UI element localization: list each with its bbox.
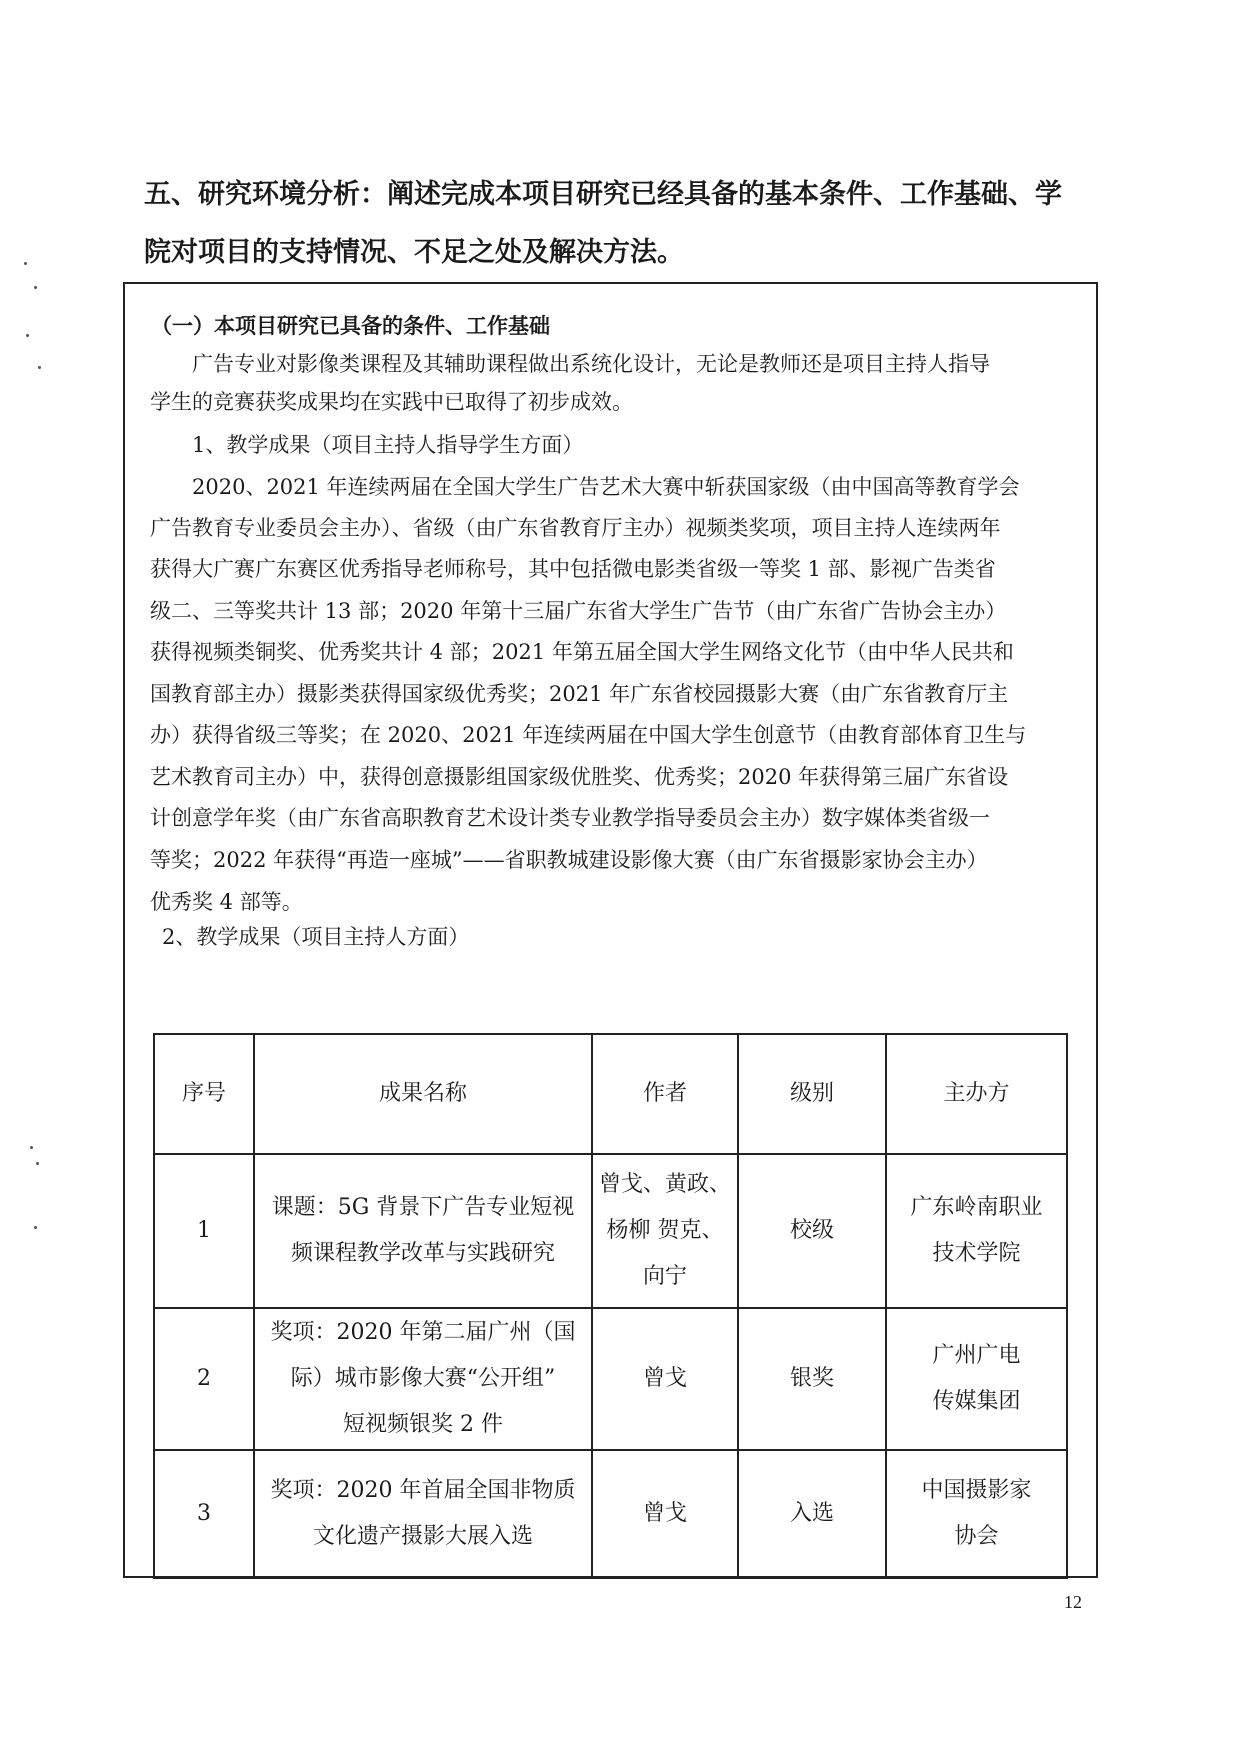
table-row xyxy=(154,1154,1067,1308)
row-name xyxy=(254,1154,592,1308)
row-name-line: 短视频银奖 2 件 xyxy=(343,1412,503,1437)
item1-body-line: 级二、三等奖共计 13 部；2020 年第十三届广东省大学生广告节（由广东省广告协会主办） xyxy=(150,599,1007,623)
row-author xyxy=(592,1308,738,1450)
item1-title: 1、教学成果（项目主持人指导学生方面） xyxy=(192,433,584,457)
row-host-line: 广东岭南职业 xyxy=(910,1195,1043,1220)
row-name xyxy=(254,1450,592,1578)
header-cell-author: 作者 xyxy=(592,1034,738,1154)
row-name-line: 频课程教学改革与实践研究 xyxy=(290,1241,555,1266)
intro-line-2: 学生的竞赛获奖成果均在实践中已取得了初步成效。 xyxy=(150,390,633,414)
scan-speck xyxy=(34,286,37,289)
header-cell-host: 主办方 xyxy=(886,1034,1067,1154)
row-host xyxy=(886,1154,1067,1308)
row-author-line: 曾戈 xyxy=(642,1501,687,1526)
item2-title: 2、教学成果（项目主持人方面） xyxy=(162,925,470,949)
row-no: 1 xyxy=(154,1154,254,1308)
item1-body-line: 艺术教育司主办）中，获得创意摄影组国家级优胜奖、优秀奖；2020 年获得第三届广东省设 xyxy=(150,765,1009,789)
row-author-line: 杨柳 贺克、 xyxy=(606,1218,724,1243)
row-no: 2 xyxy=(154,1308,254,1450)
table-row xyxy=(154,1450,1067,1578)
row-host-line: 技术学院 xyxy=(932,1241,1021,1266)
row-name-line: 奖项：2020 年第二届广州（国 xyxy=(270,1320,576,1345)
section-heading-line-2: 院对项目的支持情况、不足之处及解决方法。 xyxy=(144,237,684,268)
row-name xyxy=(254,1308,592,1450)
item1-body-line: 广告教育专业委员会主办）、省级（由广东省教育厅主办）视频类奖项，项目主持人连续两年 xyxy=(150,516,1001,540)
item1-body-line: 获得大广赛广东赛区优秀指导老师称号，其中包括微电影类省级一等奖 1 部、影视广告类省 xyxy=(150,557,996,581)
row-name-line: 文化遗产摄影大展入选 xyxy=(312,1524,533,1549)
row-author-line: 曾戈、黄政、 xyxy=(599,1172,732,1197)
scan-speck xyxy=(34,1226,37,1229)
row-author xyxy=(592,1154,738,1308)
row-author-line: 曾戈 xyxy=(642,1366,687,1391)
row-name-line: 际）城市影像大赛“公开组” xyxy=(290,1366,556,1391)
header-cell-name: 成果名称 xyxy=(254,1034,592,1154)
item1-body-line: 国教育部主办）摄影类获得国家级优秀奖；2021 年广东省校园摄影大赛（由广东省教育厅主 xyxy=(150,682,1009,706)
section-heading-line-1: 五、研究环境分析：阐述完成本项目研究已经具备的基本条件、工作基础、学 xyxy=(144,179,1062,210)
section-heading xyxy=(144,166,1104,282)
scan-speck xyxy=(24,262,27,265)
scan-speck xyxy=(30,1146,33,1149)
intro-line-1: 广告专业对影像类课程及其辅助课程做出系统化设计，无论是教师还是项目主持人指导 xyxy=(192,352,990,376)
row-host xyxy=(886,1308,1067,1450)
results-table xyxy=(153,1033,1068,1579)
item1-body-line: 获得视频类铜奖、优秀奖共计 4 部；2021 年第五届全国大学生网络文化节（由中华人民共和 xyxy=(150,640,1014,664)
page-number: 12 xyxy=(1064,1592,1082,1612)
row-level: 入选 xyxy=(738,1450,886,1578)
row-name-line: 课题：5G 背景下广告专业短视 xyxy=(271,1195,575,1220)
row-author xyxy=(592,1450,738,1578)
item1-body-line: 优秀奖 4 部等。 xyxy=(150,890,303,914)
row-host-line: 中国摄影家 xyxy=(921,1478,1032,1503)
row-name-line: 奖项：2020 年首届全国非物质 xyxy=(270,1478,576,1503)
row-host-line: 传媒集团 xyxy=(932,1389,1021,1414)
item1-body-line: 2020、2021 年连续两届在全国大学生广告艺术大赛中斩获国家级（由中国高等教育学会 xyxy=(192,475,1020,499)
table-header-row xyxy=(154,1034,1067,1154)
header-cell-no: 序号 xyxy=(154,1034,254,1154)
row-host-line: 协会 xyxy=(954,1524,999,1549)
scan-speck xyxy=(38,366,41,369)
scan-speck xyxy=(26,334,29,337)
table-row xyxy=(154,1308,1067,1450)
row-level: 银奖 xyxy=(738,1308,886,1450)
row-level: 校级 xyxy=(738,1154,886,1308)
item1-body-line: 计创意学年奖（由广东省高职教育艺术设计类专业教学指导委员会主办）数字媒体类省级一 xyxy=(150,806,990,830)
item1-body-line: 办）获得省级三等奖；在 2020、2021 年连续两届在中国大学生创意节（由教育部体育卫生与 xyxy=(150,723,1027,747)
row-no: 3 xyxy=(154,1450,254,1578)
row-host xyxy=(886,1450,1067,1578)
row-author-line: 向宁 xyxy=(642,1264,687,1289)
subsection-title: （一）本项目研究已具备的条件、工作基础 xyxy=(151,314,550,338)
row-host-line: 广州广电 xyxy=(932,1343,1021,1368)
scan-speck xyxy=(36,1162,39,1165)
header-cell-level: 级别 xyxy=(738,1034,886,1154)
item1-body-line: 等奖；2022 年获得“再造一座城”——省职教城建设影像大赛（由广东省摄影家协会主办） xyxy=(150,848,988,872)
